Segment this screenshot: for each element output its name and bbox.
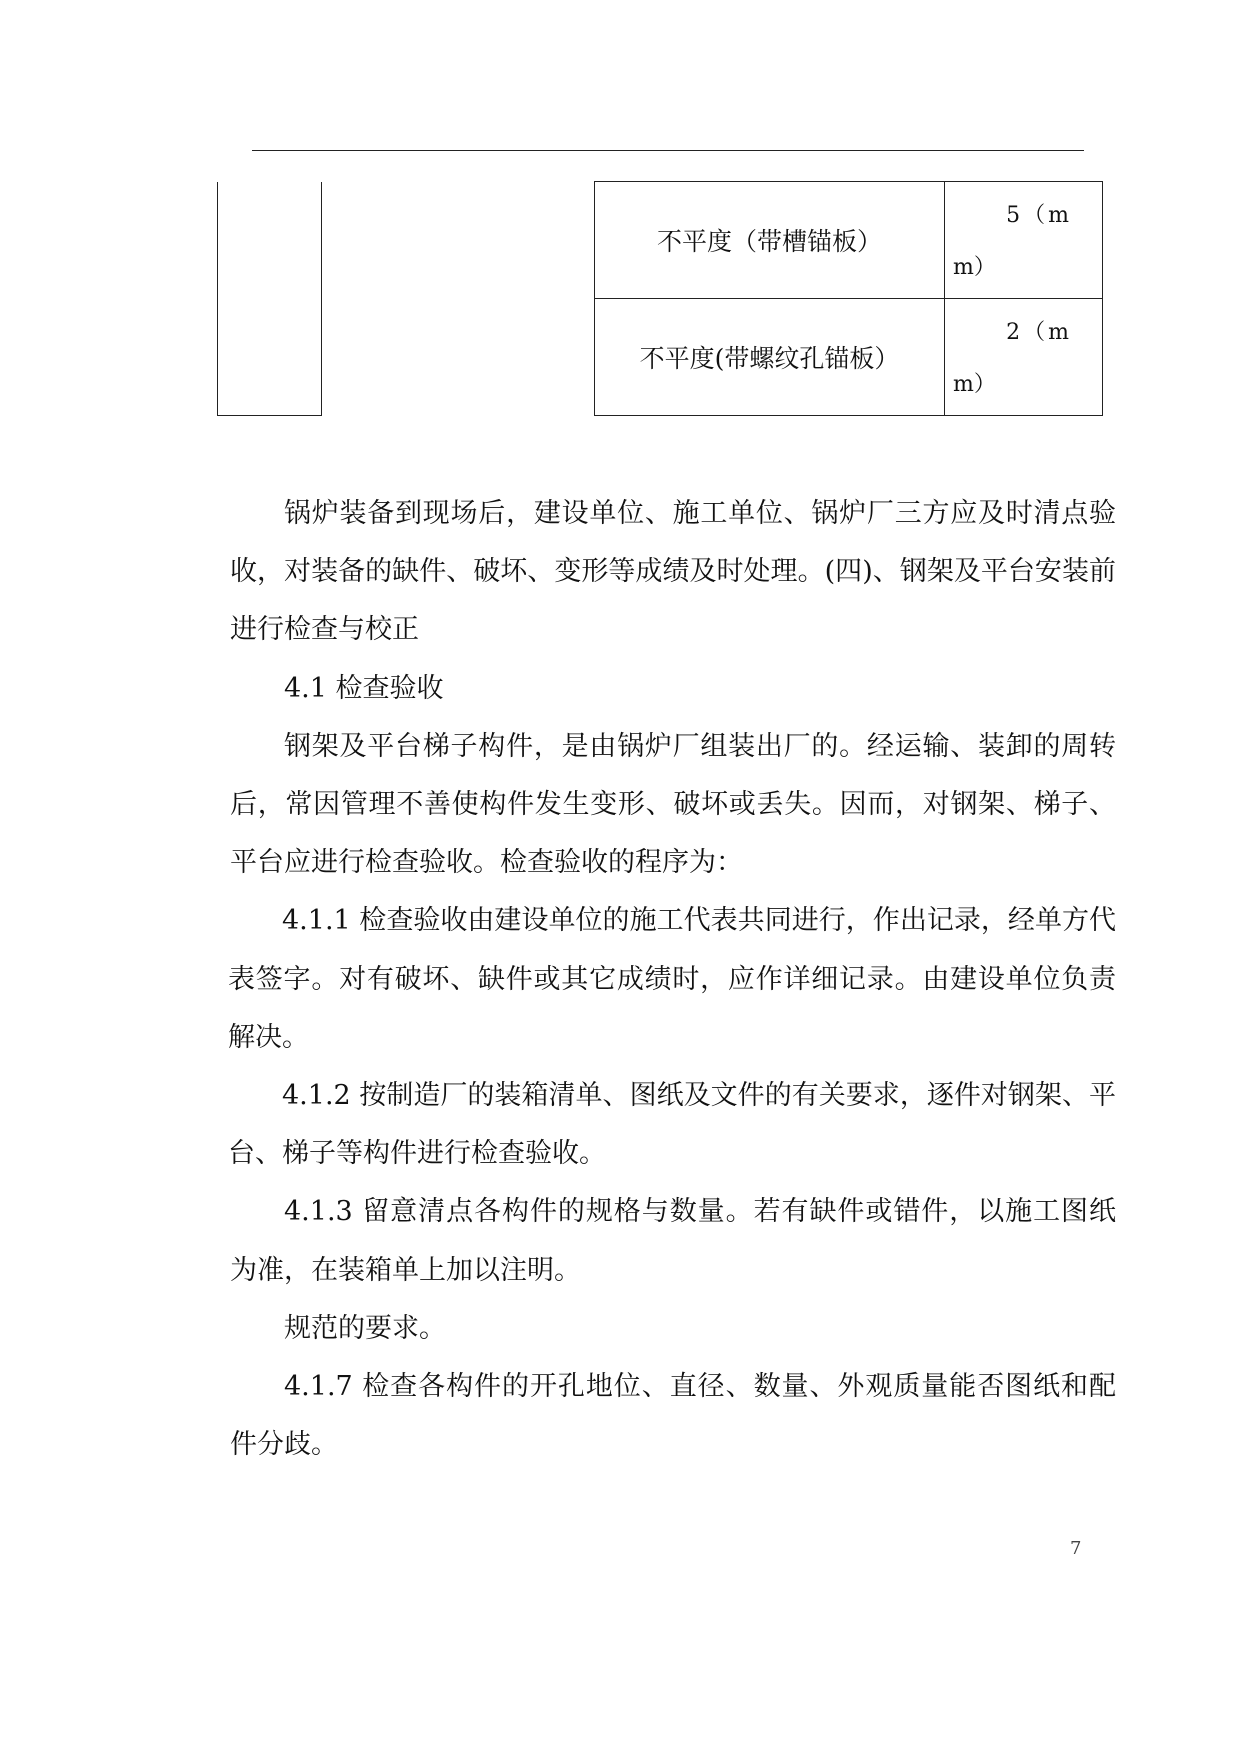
paragraph: 钢架及平台梯子构件，是由锅炉厂组装出厂的。经运输、装卸的周转后，常因管理不善使构件发生变形、破坏或丢失。因而，对钢架、梯子、平台应进行检查验收。检查验收的程序为： — [230, 730, 1116, 879]
header-rule — [252, 150, 1084, 151]
value-line-1: 5（m — [1006, 203, 1072, 228]
paragraph: 4.1.3 留意清点各构件的规格与数量。若有缺件或错件，以施工图纸为准，在装箱单上加以注明。 — [230, 1196, 1116, 1286]
paragraph: 4.1.1 检查验收由建设单位的施工代表共同进行，作出记录，经单方代表签字。对有破坏、缺件或其它成绩时，应作详细记录。由建设单位负责解决。 — [228, 905, 1116, 1053]
paragraph: 锅炉装备到现场后，建设单位、施工单位、锅炉厂三方应及时清点验收，对装备的缺件、破坏、变形等成绩及时处理。(四)、钢架及平台安装前进行检查与校正 — [230, 498, 1116, 646]
table-cell-empty — [218, 182, 322, 416]
table-cell-value — [945, 182, 1103, 299]
table-row — [218, 182, 1103, 299]
value-line-2: m） — [953, 372, 996, 397]
spec-table — [217, 181, 1103, 416]
table-cell-parameter: 不平度(带螺纹孔锚板） — [595, 299, 945, 416]
section-heading: 4.1 检查验收 — [284, 672, 444, 704]
table-cell-parameter: 不平度（带槽锚板） — [595, 182, 945, 299]
paragraph: 4.1.2 按制造厂的装箱清单、图纸及文件的有关要求，逐件对钢架、平台、梯子等构件进行检查验收。 — [228, 1080, 1116, 1170]
body-text — [230, 485, 1116, 1474]
page-number: 7 — [1070, 1538, 1082, 1559]
value-line-1: 2（m — [1006, 320, 1072, 345]
value-line-2: m） — [953, 255, 996, 280]
table-cell-value — [945, 299, 1103, 416]
paragraph: 4.1.7 检查各构件的开孔地位、直径、数量、外观质量能否图纸和配件分歧。 — [230, 1371, 1116, 1461]
table-cell-empty — [322, 182, 595, 416]
paragraph: 规范的要求。 — [284, 1312, 446, 1344]
